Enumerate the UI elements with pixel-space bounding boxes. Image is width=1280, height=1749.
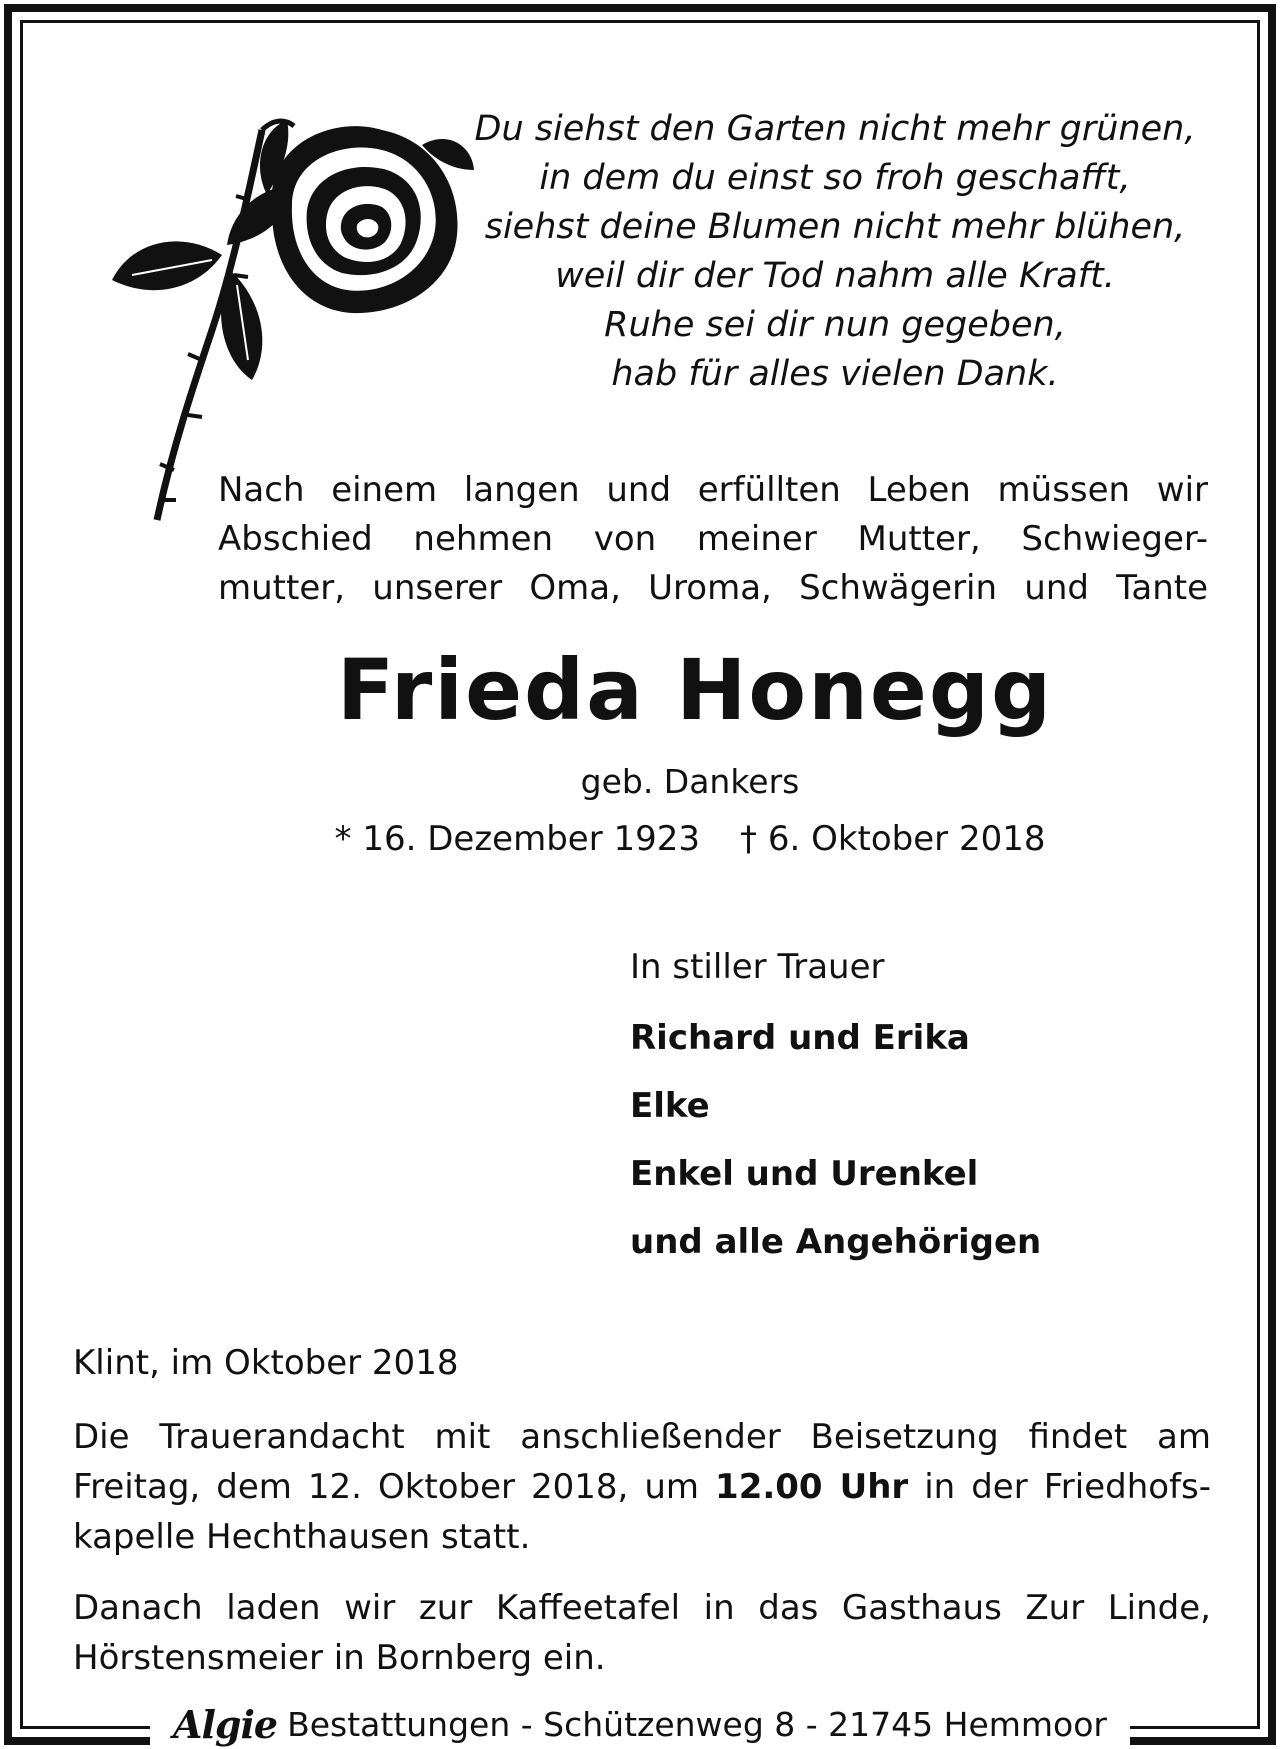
- poem-line: in dem du einst so froh geschafft,: [539, 158, 1131, 198]
- poem: [445, 105, 1225, 399]
- mourners-lead: In stiller Trauer: [630, 947, 885, 987]
- mourner-name: Enkel und Urenkel: [630, 1154, 979, 1194]
- mourner-name: Elke: [630, 1086, 710, 1126]
- service-info: [73, 1412, 1211, 1562]
- funeral-home-logo: Algie: [172, 1701, 278, 1747]
- maiden-name: geb. Dankers: [580, 762, 800, 801]
- poem-line: weil dir der Tod nahm alle Kraft.: [555, 256, 1115, 296]
- service-time: 12.00 Uhr: [715, 1467, 909, 1507]
- mourner-name: Richard und Erika: [630, 1018, 970, 1058]
- reception-info: [73, 1583, 1211, 1683]
- service-line: Die Trauerandacht mit anschließender Beisetzung findet am: [73, 1417, 1211, 1457]
- intro-line: Nach einem langen und erfüllten Leben müssen wir: [218, 470, 1208, 510]
- mourner-name: und alle Angehörigen: [630, 1222, 1042, 1262]
- service-line: kapelle Hechthausen statt.: [73, 1517, 531, 1557]
- poem-line: Ruhe sei dir nun gegeben,: [604, 305, 1066, 345]
- birth-date: * 16. Dezember 1923: [334, 819, 701, 859]
- death-date: † 6. Oktober 2018: [740, 819, 1046, 859]
- poem-line: siehst deine Blumen nicht mehr blühen,: [484, 207, 1186, 247]
- intro-text: [218, 466, 1208, 613]
- deceased-name: Frieda Honegg: [336, 641, 1054, 739]
- intro-line: mutter, unserer Oma, Uroma, Schwägerin und Tante: [218, 568, 1208, 608]
- reception-line: Danach laden wir zur Kaffeetafel in das Gasthaus Zur Linde,: [73, 1588, 1211, 1628]
- place-date: Klint, im Oktober 2018: [73, 1343, 459, 1383]
- reception-line: Hörstensmeier in Bornberg ein.: [73, 1638, 606, 1678]
- poem-line: Du siehst den Garten nicht mehr grünen,: [474, 109, 1196, 149]
- funeral-home-address: Bestattungen - Schützenweg 8 - 21745 Hemmoor: [287, 1704, 1107, 1744]
- intro-line: Abschied nehmen von meiner Mutter, Schwieger-: [218, 519, 1208, 559]
- funeral-home-footer: [150, 1700, 1130, 1748]
- mourners: [630, 940, 1230, 1276]
- rose-icon: [62, 60, 482, 530]
- service-line: Freitag, dem 12. Oktober 2018, um 12.00 Uhr in der Friedhofs-: [73, 1467, 1212, 1507]
- poem-line: hab für alles vielen Dank.: [611, 354, 1059, 394]
- life-dates: [0, 815, 1280, 863]
